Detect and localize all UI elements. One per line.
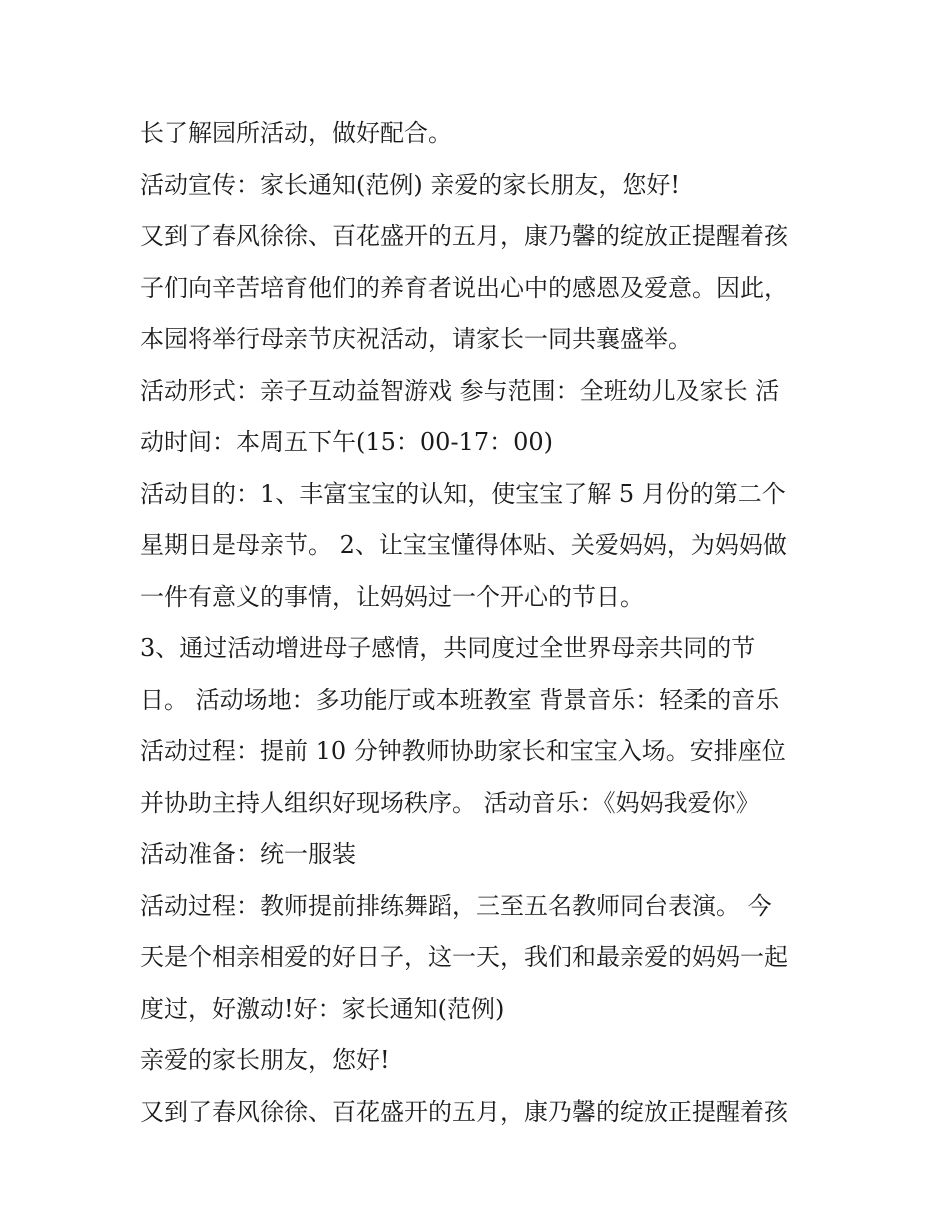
- text-line: 星期日是母亲节。 2、让宝宝懂得体贴、关爱妈妈，为妈妈做: [140, 531, 787, 559]
- text-line: 活动准备：统一服装: [140, 840, 356, 868]
- text-line: 3、通过活动增进母子感情，共同度过全世界母亲共同的节: [140, 634, 756, 662]
- text-line: 活动过程：教师提前排练舞蹈，三至五名教师同台表演。 今: [140, 891, 772, 920]
- text-line: 度过，好激动!好：家长通知(范例): [140, 994, 505, 1023]
- text-line: 又到了春风徐徐、百花盛开的五月，康乃馨的绽放正提醒着孩: [140, 222, 788, 250]
- text-line: 子们向辛苦培育他们的养育者说出心中的感恩及爱意。因此，: [140, 273, 788, 302]
- text-line: 天是个相亲相爱的好日子，这一天，我们和最亲爱的妈妈一起: [140, 943, 788, 971]
- text-line: 活动目的：1、丰富宝宝的认知，使宝宝了解 5 月份的第二个: [140, 479, 786, 508]
- text-line: 日。 活动场地：多功能厅或本班教室 背景音乐：轻柔的音乐: [140, 685, 780, 714]
- text-line: 长了解园所活动，做好配合。: [140, 119, 452, 147]
- document-body: [140, 108, 820, 1138]
- text-line: 一件有意义的事情，让妈妈过一个开心的节日。: [140, 582, 644, 611]
- text-line: 活动过程：提前 10 分钟教师协助家长和宝宝入场。安排座位: [140, 737, 786, 765]
- text-line: 活动形式：亲子互动益智游戏 参与范围：全班幼儿及家长 活: [140, 376, 780, 405]
- text-line: 并协助主持人组织好现场秩序。 活动音乐：《妈妈我爱你》: [140, 788, 760, 817]
- text-line: 本园将举行母亲节庆祝活动，请家长一同共襄盛举。: [140, 325, 692, 353]
- text-line: 动时间：本周五下午(15：00-17：00): [140, 428, 553, 456]
- text-line: 又到了春风徐徐、百花盛开的五月，康乃馨的绽放正提醒着孩: [140, 1097, 788, 1126]
- text-line: 亲爱的家长朋友，您好!: [140, 1046, 390, 1074]
- text-line: 活动宣传：家长通知(范例) 亲爱的家长朋友，您好!: [140, 170, 680, 199]
